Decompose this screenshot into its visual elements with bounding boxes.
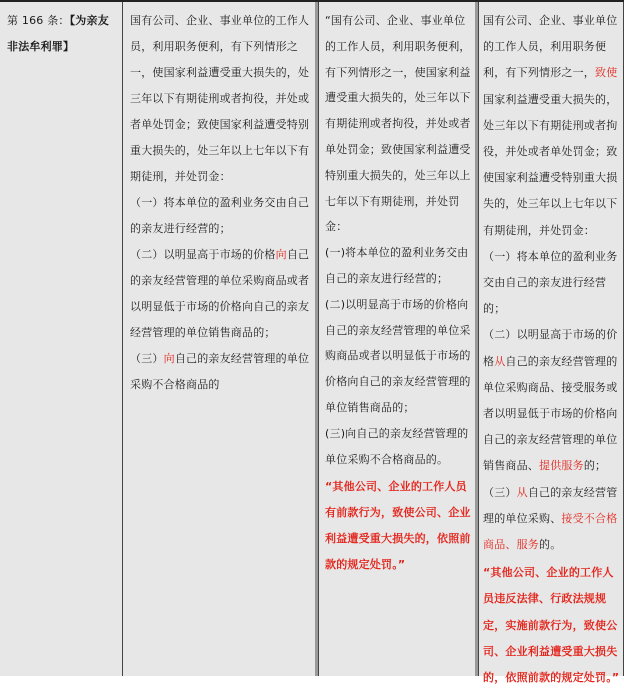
original-item-3 [130, 346, 312, 398]
highlight-span: 致使 [595, 66, 618, 80]
text-span: 的； [583, 459, 607, 473]
article-cell [7, 8, 119, 60]
revised-text-cell [483, 8, 620, 691]
highlight-span: 提供服务 [539, 459, 584, 473]
highlight-span: 接受不合格商品、服务 [483, 511, 618, 552]
revised-item-1: （一）将本单位的盈利业务交由自己的亲友进行经营的； [483, 249, 618, 316]
text-span: 自己的亲友经营管理的单位采购商品或者以明显低于市场的价格向自己的亲友经营管理的单位销售商品的； [130, 248, 310, 339]
amendment-item-1: (一)将本单位的盈利业务交由自己的亲友进行经营的； [325, 246, 469, 285]
amendment-item-3: (三)向自己的亲友经营管理的单位采购不合格商品的。 [325, 426, 469, 466]
highlight-span: 从 [494, 354, 506, 368]
revised-item-2 [483, 322, 620, 479]
original-text-cell [130, 8, 312, 398]
article-title: 【为亲友非法牟利罪】 [7, 14, 109, 53]
revised-item-3 [483, 480, 620, 559]
original-item-1: （一）将本单位的盈利业务交由自己的亲友进行经营的； [130, 196, 310, 235]
revised-intro [483, 8, 620, 244]
text-span: 的。 [539, 538, 562, 552]
text-span: 自己的亲友经营管理的单位采购、 [483, 485, 618, 525]
amendment-item-2: (二)以明显高于市场的价格向自己的亲友经营管理的单位采购商品或者以明显低于市场的价格向自己的亲友经营管理的单位销售商品的； [325, 297, 471, 414]
amendment-added-paragraph: “其他公司、企业的工作人员有前款行为，致使公司、企业利益遭受重大损失的，依照前款的规定处罚。” [325, 480, 471, 571]
amendment-cell [325, 8, 474, 578]
text-span: （三） [483, 485, 517, 499]
article-heading [7, 8, 119, 60]
highlight-span: 向 [275, 248, 287, 261]
text-span: 自己的亲友经营管理的单位采购商品、接受服务或者以明显低于市场的价格向自己的亲友经营管理的单位销售商品、 [483, 354, 618, 473]
text-span: 国有公司、企业、事业单位的工作人员，利用职务便利，有下列情形之一， [483, 14, 618, 80]
highlight-span: 向 [163, 352, 175, 365]
article-number: 第 166 条： [7, 14, 70, 27]
revised-text-column [478, 2, 624, 685]
text-span: 自己的亲友经营管理的单位采购不合格商品的 [130, 352, 310, 391]
amendment-intro: “国有公司、企业、事业单位的工作人员，利用职务便利，有下列情形之一，使国家利益遭受重大损失的，处三年以下有期徒刑或者拘役，并处或者单处罚金；致使国家利益遭受特别重大损失的，处三年以上七年以下有期徒刑，并处罚金： [325, 14, 471, 234]
text-span: 国家利益遭受重大损失的，处三年以下有期徒刑或者拘役，并处或者单处罚金；致使国家利益遭受特别重大损失的，处三年以上七年以下有期徒刑，并处罚金： [483, 92, 618, 237]
text-span: （三） [130, 352, 164, 365]
original-intro: 国有公司、企业、事业单位的工作人员，利用职务便利，有下列情形之一，使国家利益遭受重大损失的，处三年以下有期徒刑或者拘役，并处或者单处罚金；致使国家利益遭受特别重大损失的，处三年以上七年以下有期徒刑，并处罚金： [130, 14, 310, 183]
highlight-span: 从 [516, 485, 528, 499]
text-span: （二）以明显高于市场的价格 [130, 248, 276, 261]
revised-added-paragraph: “其他公司、企业的工作人员违反法律、行政法规规定，实施前款行为，致使公司、企业利益遭受重大损失的，依照前款的规定处罚。” [483, 566, 620, 685]
original-item-2 [130, 242, 312, 346]
original-text-column [122, 2, 318, 676]
amendment-column [318, 2, 478, 676]
text-span: （二）以明显高于市场的价格 [483, 328, 618, 368]
article-column [0, 2, 122, 676]
